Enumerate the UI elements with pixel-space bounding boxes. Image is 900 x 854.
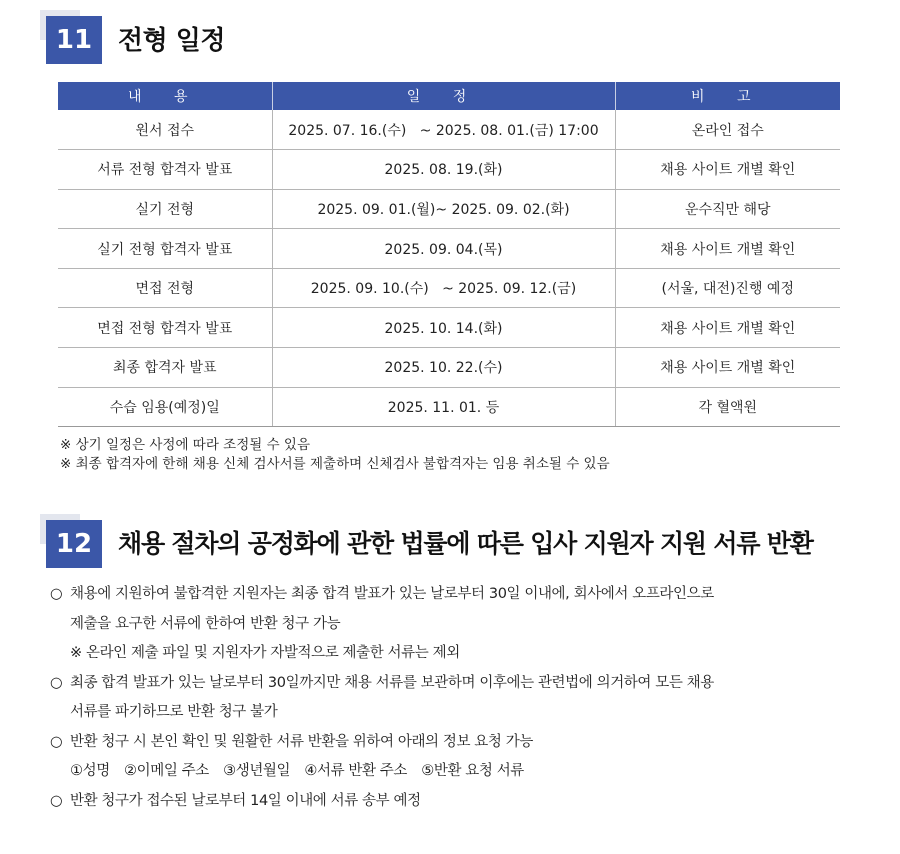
document-return-body xyxy=(50,584,714,820)
paragraph-text: 채용에 지원하여 불합격한 지원자는 최종 합격 발표가 있는 날로부터 30일 이내에, 회사에서 오프라인으로 xyxy=(70,586,714,602)
paragraph-1-line-1 xyxy=(50,584,714,614)
cell-date: 2025. 09. 10.(수) ~ 2025. 09. 12.(금) xyxy=(272,268,615,308)
cell-note: (서울, 대전)진행 예정 xyxy=(615,268,840,308)
cell-note: 온라인 접수 xyxy=(615,110,840,150)
paragraph-1-note: ※ 온라인 제출 파일 및 지원자가 자발적으로 제출한 서류는 제외 xyxy=(70,645,460,661)
cell-date: 2025. 10. 22.(수) xyxy=(272,348,615,388)
paragraph-text: 최종 합격 발표가 있는 날로부터 30일까지만 채용 서류를 보관하며 이후에는 관련법에 의거하여 모든 채용 xyxy=(70,674,714,691)
cell-note: 운수직만 해당 xyxy=(615,189,840,229)
cell-item: 면접 전형 합격자 발표 xyxy=(58,308,272,348)
schedule-notes xyxy=(60,436,610,474)
table-row xyxy=(58,308,840,348)
cell-note: 채용 사이트 개별 확인 xyxy=(615,150,840,190)
circle-bullet: ○ xyxy=(50,792,63,809)
paragraph-text: 반환 청구가 접수된 날로부터 14일 이내에 서류 송부 예정 xyxy=(70,792,421,809)
section-number: 12 xyxy=(46,520,102,568)
cell-date: 2025. 08. 19.(화) xyxy=(272,150,615,190)
cell-note: 각 혈액원 xyxy=(615,387,840,427)
table-row xyxy=(58,348,840,388)
cell-item: 서류 전형 합격자 발표 xyxy=(58,150,272,190)
cell-date: 2025. 09. 04.(목) xyxy=(272,229,615,269)
cell-item: 원서 접수 xyxy=(58,110,272,150)
section-number-badge xyxy=(40,514,102,570)
cell-note: 채용 사이트 개별 확인 xyxy=(615,308,840,348)
cell-item: 실기 전형 합격자 발표 xyxy=(58,229,272,269)
requested-info-list xyxy=(50,761,714,791)
column-header-remarks: 비 고 xyxy=(615,82,840,110)
paragraph-text: 반환 청구 시 본인 확인 및 원활한 서류 반환을 위하여 아래의 정보 요청 가능 xyxy=(70,733,533,750)
section-11-header xyxy=(40,10,225,66)
schedule-table xyxy=(58,82,840,427)
paragraph-2-line-2: 서류를 파기하므로 반환 청구 불가 xyxy=(70,704,278,720)
table-row xyxy=(58,189,840,229)
paragraph-4-line-1 xyxy=(50,791,714,821)
list-item: ④서류 반환 주소 xyxy=(304,763,408,779)
cell-date: 2025. 09. 01.(월)~ 2025. 09. 02.(화) xyxy=(272,189,615,229)
circle-bullet: ○ xyxy=(50,674,63,691)
cell-note: 채용 사이트 개별 확인 xyxy=(615,348,840,388)
note-line: ※ 최종 합격자에 한해 채용 신체 검사서를 제출하며 신체검사 불합격자는 임용 취소될 수 있음 xyxy=(60,456,610,472)
cell-date: 2025. 11. 01. 등 xyxy=(272,387,615,427)
paragraph-3-line-1 xyxy=(50,732,714,762)
list-item: ③생년월일 xyxy=(223,763,291,779)
table-row xyxy=(58,110,840,150)
list-item: ⑤반환 요청 서류 xyxy=(421,763,524,779)
note-line: ※ 상기 일정은 사정에 따라 조정될 수 있음 xyxy=(60,437,311,453)
cell-note: 채용 사이트 개별 확인 xyxy=(615,229,840,269)
cell-item: 최종 합격자 발표 xyxy=(58,348,272,388)
cell-item: 수습 임용(예정)일 xyxy=(58,387,272,427)
column-header-schedule: 일 정 xyxy=(272,82,615,110)
paragraph-2-line-1 xyxy=(50,673,714,703)
cell-item: 면접 전형 xyxy=(58,268,272,308)
section-number-badge xyxy=(40,10,102,66)
table-row xyxy=(58,229,840,269)
table-header-row xyxy=(58,82,840,110)
cell-date: 2025. 10. 14.(화) xyxy=(272,308,615,348)
cell-item: 실기 전형 xyxy=(58,189,272,229)
list-item: ①성명 xyxy=(70,763,110,779)
table-row xyxy=(58,387,840,427)
section-number: 11 xyxy=(46,16,102,64)
column-header-content: 내 용 xyxy=(58,82,272,110)
paragraph-1-line-2: 제출을 요구한 서류에 한하여 반환 청구 가능 xyxy=(70,615,341,632)
table-row xyxy=(58,268,840,308)
cell-date: 2025. 07. 16.(수) ~ 2025. 08. 01.(금) 17:00 xyxy=(272,110,615,150)
list-item: ②이메일 주소 xyxy=(124,763,209,779)
section-title: 채용 절차의 공정화에 관한 법률에 따른 입사 지원자 지원 서류 반환 xyxy=(118,529,813,558)
circle-bullet: ○ xyxy=(50,586,63,602)
table-row xyxy=(58,150,840,190)
section-12-header xyxy=(40,514,813,570)
section-title: 전형 일정 xyxy=(118,25,226,56)
circle-bullet: ○ xyxy=(50,733,63,750)
